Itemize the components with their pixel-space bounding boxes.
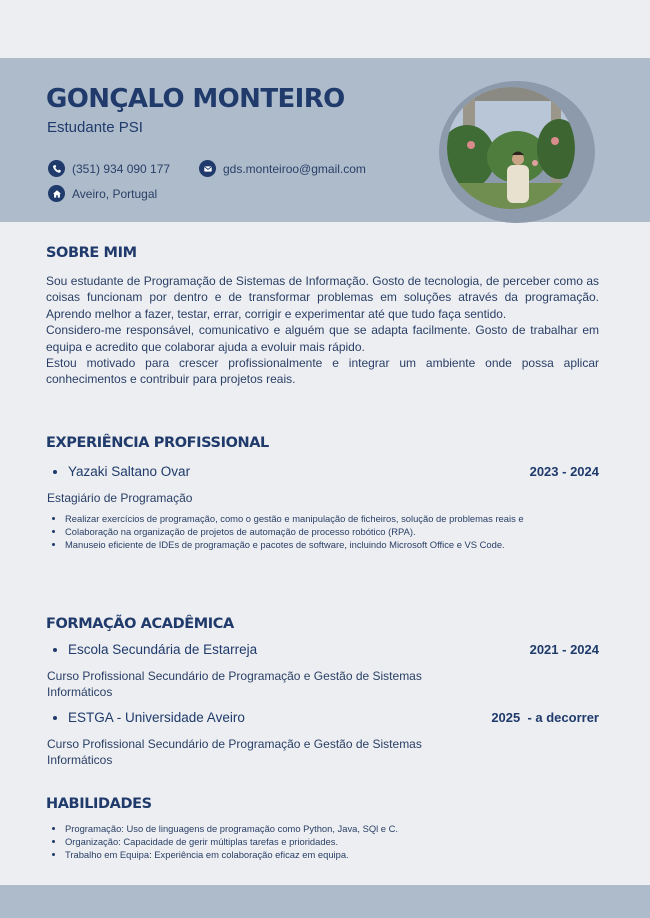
experience-company: Yazaki Saltano Ovar: [68, 464, 191, 479]
education-entry: [53, 710, 599, 725]
home-icon: [48, 185, 65, 202]
skills-title: HABILIDADES: [46, 796, 152, 812]
experience-title: EXPERIÊNCIA PROFISSIONAL: [46, 435, 269, 451]
education-dates: 2025 - a decorrer: [491, 710, 599, 725]
about-text: [46, 273, 599, 388]
list-item: Programação: Uso de linguagens de programação como Python, Java, SQl e C.: [51, 822, 599, 835]
education-dates: 2021 - 2024: [529, 642, 599, 657]
about-title: SOBRE MIM: [46, 245, 137, 261]
experience-dates: 2023 - 2024: [529, 464, 599, 479]
bullet-dot: [53, 716, 57, 720]
bullet-dot: [53, 648, 57, 652]
education-course: Curso Profissional Secundário de Programação e Gestão de Sistemas Informáticos: [47, 737, 422, 768]
experience-tasks: [51, 512, 599, 551]
phone-text: (351) 934 090 177: [72, 161, 171, 176]
list-item: Manuseio eficiente de IDEs de programação e pacotes de software, incluindo Microsoft Office e VS Code.: [51, 538, 599, 551]
full-name: GONÇALO MONTEIRO: [46, 84, 345, 114]
footer-band: [0, 885, 650, 918]
list-item: Colaboração na organização de projetos de automação de processo robótico (RPA).: [51, 525, 599, 538]
bullet-dot: [53, 470, 57, 474]
list-item: Trabalho em Equipa: Experiência em colaboração eficaz em equipa.: [51, 848, 599, 861]
about-paragraph: Estou motivado para crescer profissionalmente e integrar um ambiente onde possa aplicar conhecimentos e contribuir para projetos reais.: [46, 356, 599, 387]
phone-icon: [48, 160, 65, 177]
contact-phone[interactable]: [48, 160, 170, 177]
list-item: Realizar exercícios de programação, como o gestão e manipulação de ficheiros, solução de problemas reais e: [51, 512, 599, 525]
list-item: Organização: Capacidade de gerir múltiplas tarefas e prioridades.: [51, 835, 599, 848]
skills-list: [51, 822, 599, 861]
experience-entry: [53, 464, 599, 479]
about-paragraph: Considero-me responsável, comunicativo e alguém que se adapta facilmente. Gosto de trabalhar em equipa e acredito que colaborar ajuda a evoluir mais rápido.: [46, 323, 599, 354]
profile-photo: [447, 87, 575, 209]
about-paragraph: Sou estudante de Programação de Sistemas de Informação. Gosto de tecnologia, de perceber como as coisas funcionam por dentro e de transformar problemas em soluções através da programação. Aprendo melhor a fazer, testar, errar, corrigir e experimentar até que tudo faça sentido.: [46, 274, 599, 321]
education-school: Escola Secundária de Estarreja: [68, 642, 258, 657]
contact-email[interactable]: [199, 160, 366, 177]
experience-position: Estagiário de Programação: [47, 491, 193, 505]
education-entry: [53, 642, 599, 657]
education-school: ESTGA - Universidade Aveiro: [68, 710, 245, 725]
job-role: Estudante PSI: [47, 119, 143, 136]
location-text: Aveiro, Portugal: [72, 186, 158, 201]
education-course: Curso Profissional Secundário de Programação e Gestão de Sistemas Informáticos: [47, 669, 422, 700]
education-title: FORMAÇÃO ACADÊMICA: [46, 616, 234, 632]
contact-location: [48, 185, 157, 202]
mail-icon: [199, 160, 216, 177]
email-text: gds.monteiroo@gmail.com: [223, 161, 366, 176]
